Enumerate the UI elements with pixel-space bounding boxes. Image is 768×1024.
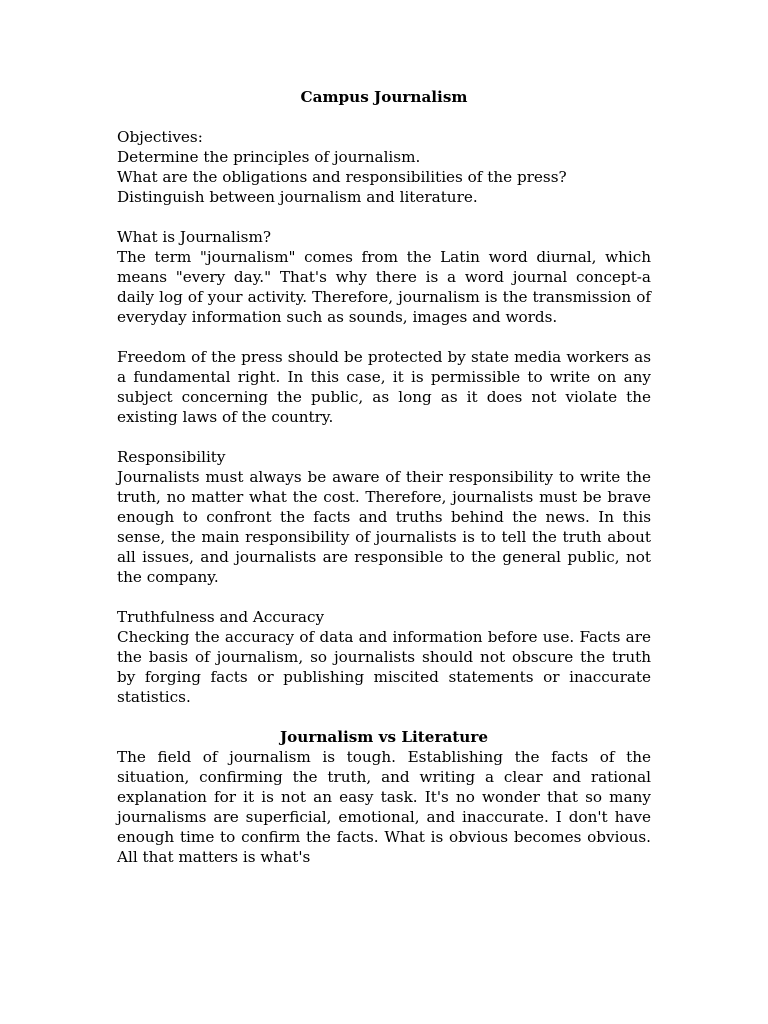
responsibility-heading: Responsibility: [117, 448, 226, 466]
freedom-paragraph: Freedom of the press should be protected by state media workers as a fundamental right. In this case, it is permissible to write on any subject concerning the public, as long as it does not violate the existing laws of the country.: [117, 348, 651, 426]
objective-item: What are the obligations and responsibilities of the press?: [117, 168, 567, 186]
objective-item: Distinguish between journalism and literature.: [117, 188, 478, 206]
vs-literature-paragraph: The field of journalism is tough. Establishing the facts of the situation, confirming the truth, and writing a clear and rational explanation for it is not an easy task. It's no wonder that so many journalisms are superficial, emotional, and inaccurate. I don't have enough time to confirm the facts. What is obvious becomes obvious. All that matters is what's: [117, 748, 651, 866]
document-page: [117, 87, 651, 867]
section-title: Journalism vs Literature: [279, 728, 489, 746]
what-is-paragraph: The term "journalism" comes from the Latin word diurnal, which means "every day." That's why there is a word journal concept-a daily log of your activity. Therefore, journalism is the transmission of everyday information such as sounds, images and words.: [117, 248, 651, 326]
objectives-heading: Objectives:: [117, 128, 203, 146]
what-is-heading: What is Journalism?: [117, 228, 272, 246]
truthfulness-paragraph: Checking the accuracy of data and information before use. Facts are the basis of journalism, so journalists should not obscure the truth by forging facts or publishing miscited statements or inaccurate statistics.: [117, 628, 651, 706]
truthfulness-heading: Truthfulness and Accuracy: [117, 608, 325, 626]
responsibility-paragraph: Journalists must always be aware of their responsibility to write the truth, no matter what the cost. Therefore, journalists must be brave enough to confront the facts and truths behind the news. In this sense, the main responsibility of journalists is to tell the truth about all issues, and journalists are responsible to the general public, not the company.: [117, 468, 651, 586]
page-title: Campus Journalism: [300, 88, 468, 106]
objective-item: Determine the principles of journalism.: [117, 148, 421, 166]
